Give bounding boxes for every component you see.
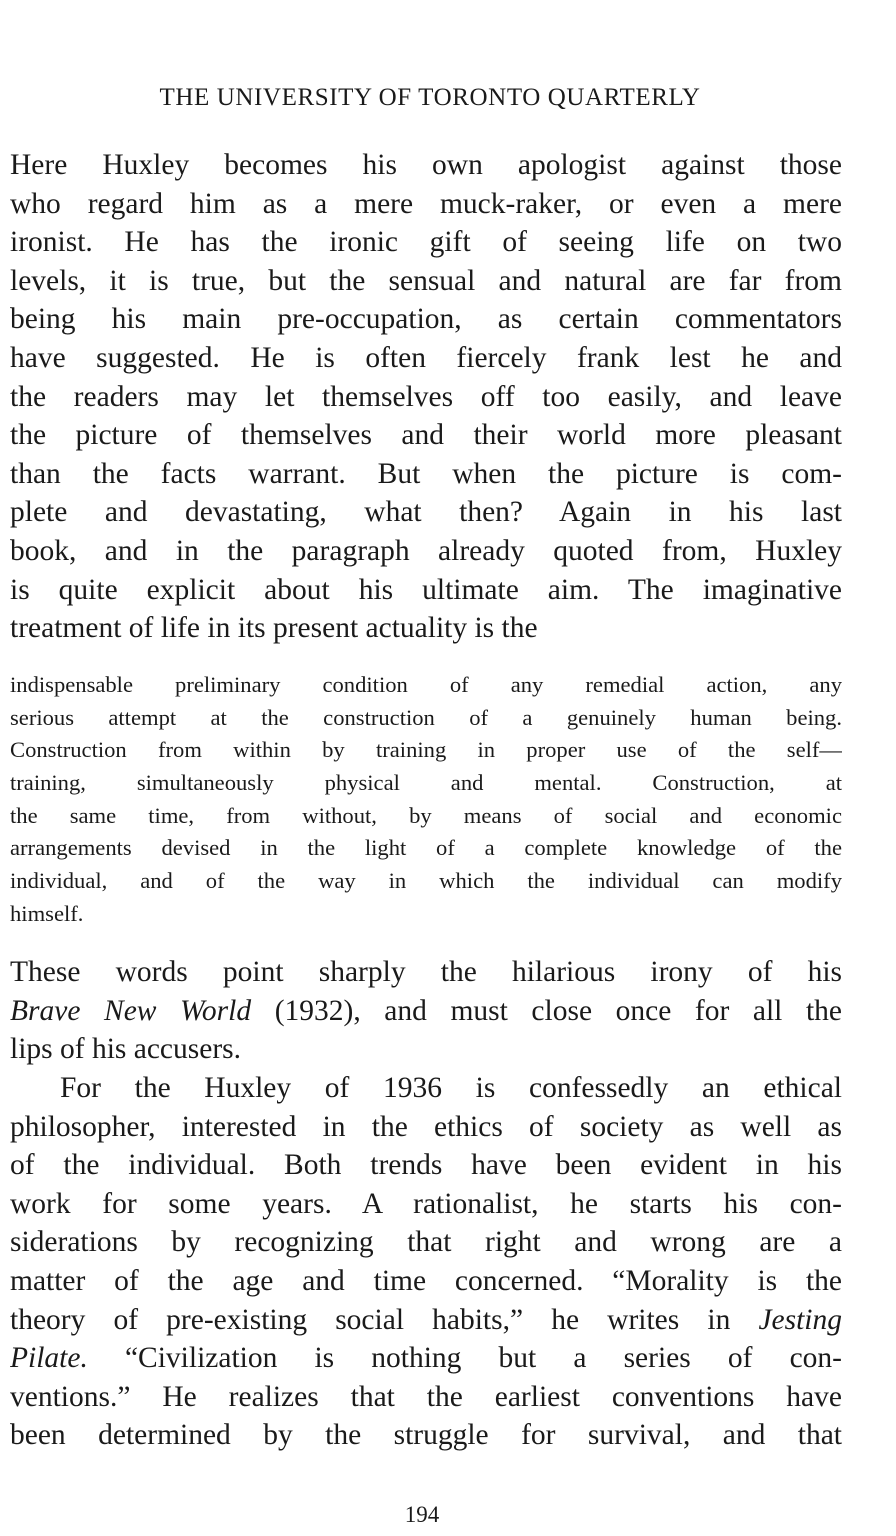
text-line [10,992,842,1031]
text-line: lips of his accusers. [10,1033,242,1066]
text-line: Here Huxley becomes his own apologist against those [10,149,842,181]
quote-line: indispensable preliminary condition of any remedial action, any [10,672,842,697]
text-line: the readers may let themselves off too easily, and leave [10,380,842,413]
text-line: siderations by recognizing that right and wrong are a [10,1226,842,1259]
paragraph-1 [10,146,842,648]
text-line: book, and in the paragraph already quoted from, Huxley [10,534,842,567]
text-line: ironist. He has the ironic gift of seeing life on two [10,226,842,259]
text-line: philosopher, interested in the ethics of society as well as [10,1110,842,1143]
text-line: who regard him as a mere muck-raker, or even a mere [10,187,842,220]
book-title: Brave New World [10,994,252,1027]
block-quote [10,669,842,931]
quote-line: the same time, from without, by means of social and economic [10,802,842,828]
text-span: (1932), and must close once for all the [251,994,842,1027]
paragraph-2 [10,953,842,1069]
text-span: “Civilization is nothing but a series of con- [87,1342,842,1375]
text-line: being his main pre-occupation, as certain commentators [10,303,842,336]
text-line: levels, it is true, but the sensual and natural are far from [10,264,842,297]
text-line: treatment of life in its present actuality is the [10,612,538,645]
quote-line: arrangements devised in the light of a complete knowledge of the [10,835,842,861]
text-line: ventions.” He realizes that the earliest conventions have [10,1380,842,1413]
text-line: been determined by the struggle for survival, and that [10,1419,842,1452]
text-line: These words point sharply the hilarious irony of his [10,956,842,988]
paragraph-3 [10,1069,842,1455]
quote-line: Construction from within by training in proper use of the self— [10,737,842,763]
book-title: Pilate. [10,1342,88,1375]
page-number: 194 [404,1502,440,1527]
text-line [10,1301,842,1340]
text-line: of the individual. Both trends have been evident in his [10,1149,842,1182]
text-line: matter of the age and time concerned. “Morality is the [10,1264,842,1297]
text-line: plete and devastating, what then? Again in his last [10,496,842,529]
text-line: have suggested. He is often fiercely frank lest he and [10,341,842,374]
text-line: work for some years. A rationalist, he starts his con- [10,1187,842,1220]
quote-line: individual, and of the way in which the individual can modify [10,868,842,894]
text-line: is quite explicit about his ultimate aim. The imaginative [10,573,842,606]
quote-line: serious attempt at the construction of a genuinely human being. [10,704,842,730]
text-line: For the Huxley of 1936 is confessedly an ethical [60,1072,842,1104]
text-span: theory of pre-existing social habits,” he writes in [10,1303,759,1336]
text-line: the picture of themselves and their world more pleasant [10,419,842,452]
book-title: Jesting [758,1303,842,1336]
quote-line: himself. [10,900,84,926]
quote-line: training, simultaneously physical and mental. Construction, at [10,770,842,796]
text-line [10,1339,842,1378]
text-line: than the facts warrant. But when the picture is com- [10,457,842,490]
running-head: THE UNIVERSITY OF TORONTO QUARTERLY [159,84,701,111]
